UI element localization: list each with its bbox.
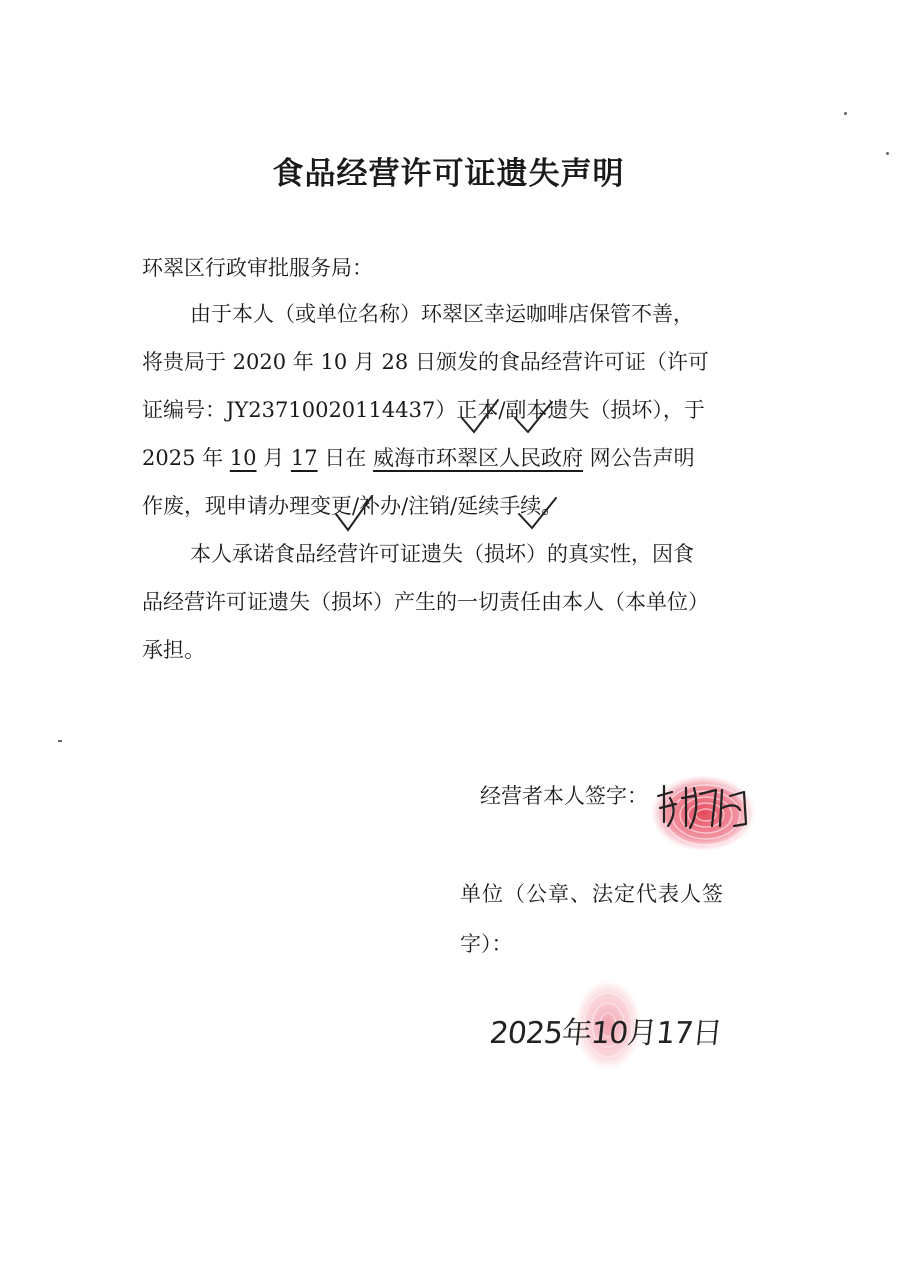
body-line-6: 本人承诺食品经营许可证遗失（损坏）的真实性，因食	[190, 542, 694, 566]
handwritten-date: 2025年10月17日	[487, 1016, 724, 1051]
scan-dot	[58, 740, 62, 742]
announcement-text: 网公告声明	[582, 446, 695, 470]
day-text: 日在	[317, 446, 373, 470]
body-line-2: 将贵局于 2020 年 10 月 28 日颁发的食品经营许可证（许可	[142, 350, 709, 374]
body-line-3: 证编号：JY23710020114437）正本/副本遗失（损坏），于	[142, 398, 705, 422]
checkmark-yanxu-icon	[519, 498, 556, 528]
filled-day: 17	[290, 446, 318, 470]
body-line-8: 承担。	[142, 638, 205, 662]
filled-month: 10	[229, 446, 257, 470]
checkmark-fuben-icon	[515, 402, 552, 432]
month-text: 月	[256, 446, 291, 470]
checkmark-biangeng-icon	[336, 496, 372, 530]
scan-dot	[844, 112, 847, 115]
body-line-7: 品经营许可证遗失（损坏）产生的一切责任由本人（本单位）	[142, 590, 709, 614]
signature-label: 经营者本人签字：	[480, 784, 648, 808]
unit-seal-label-2: 字）：	[460, 932, 513, 956]
addressee: 环翠区行政审批服务局：	[142, 256, 373, 280]
signature-fingerprint-icon	[651, 775, 755, 851]
body-line-1: 由于本人（或单位名称）环翠区幸运咖啡店保管不善，	[190, 302, 694, 326]
body-line-5: 作废，现申请办理变更/补办/注销/延续手续。	[142, 494, 563, 518]
document-title: 食品经营许可证遗失声明	[272, 156, 625, 192]
checkmark-zhengben-icon	[462, 400, 498, 432]
unit-seal-label: 单位（公章、法定代表人签	[460, 882, 724, 906]
scan-dot	[886, 152, 889, 155]
year-text: 2025 年	[142, 446, 230, 470]
filled-place: 威海市环翠区人民政府	[372, 446, 583, 470]
